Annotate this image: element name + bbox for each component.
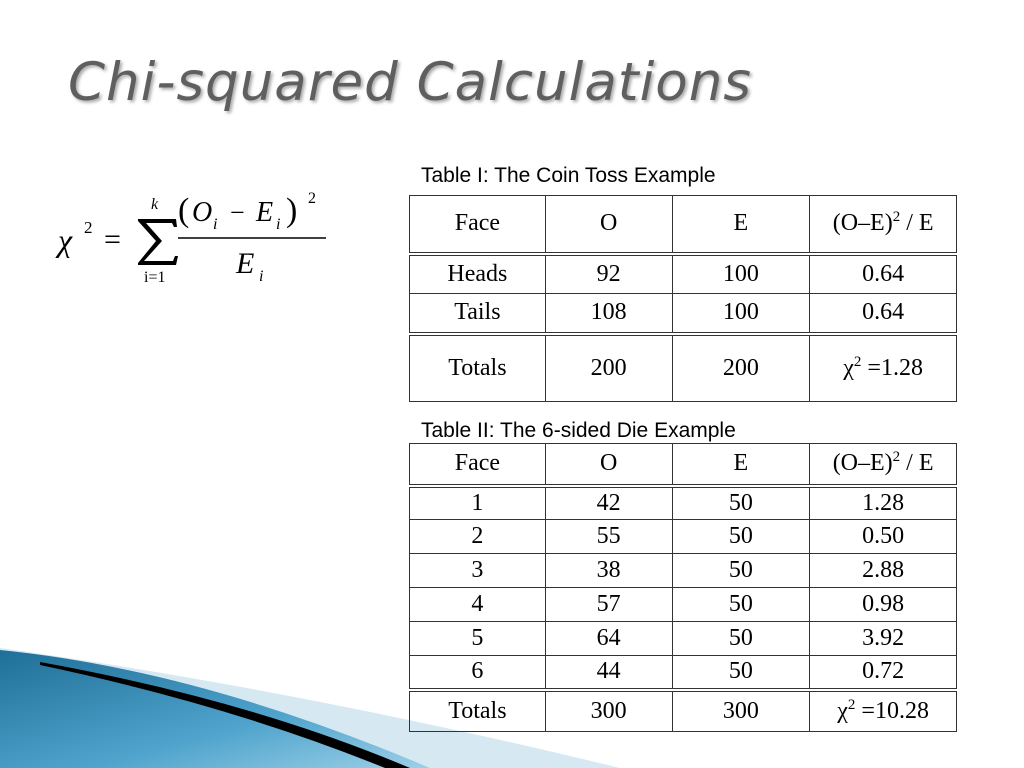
cell-expected: 50 (672, 622, 810, 656)
sum-lower-limit: i=1 (144, 269, 166, 286)
cell-face: 3 (410, 554, 546, 588)
cell-face: 2 (410, 520, 546, 554)
cell-expected: 100 (672, 294, 810, 334)
table2-caption: Table II: The 6-sided Die Example (421, 419, 736, 442)
cell-chi-term: 0.50 (810, 520, 957, 554)
cell-expected: 50 (672, 520, 810, 554)
cell-face: Tails (410, 294, 546, 334)
header-observed: O (545, 196, 672, 254)
cell-observed: 38 (545, 554, 672, 588)
formula-chi-exponent: 2 (84, 218, 93, 237)
table-row (410, 520, 957, 554)
sum-upper-limit: k (151, 196, 159, 213)
cell-expected: 50 (672, 486, 810, 520)
totals-observed: 200 (545, 334, 672, 402)
totals-observed: 300 (545, 690, 672, 732)
die-table (409, 443, 957, 732)
cell-chi-term: 0.64 (810, 254, 957, 294)
formula-minus: − (230, 198, 245, 227)
formula-chi: χ (58, 222, 73, 258)
totals-row (410, 690, 957, 732)
formula-O: O (192, 197, 213, 228)
chi-squared-formula (40, 175, 340, 295)
cell-chi-term: 0.72 (810, 656, 957, 690)
totals-chi-squared: $\chi^2 =1.28$ (810, 334, 957, 402)
header-face: Face (410, 196, 546, 254)
cell-chi-term: 0.98 (810, 588, 957, 622)
header-chi-term: $(O-E)^2$ / E (810, 196, 957, 254)
cell-face: 6 (410, 656, 546, 690)
formula-equals: = (104, 223, 121, 256)
cell-expected: 100 (672, 254, 810, 294)
table-row (410, 486, 957, 520)
table-row (410, 588, 957, 622)
table-header-row (410, 196, 957, 254)
formula-E-subscript: i (276, 216, 281, 233)
header-observed: O (545, 444, 672, 486)
header-chi-term: $(O-E)^2$ / E (810, 444, 957, 486)
totals-expected: 200 (672, 334, 810, 402)
cell-chi-term: 0.64 (810, 294, 957, 334)
table-row (410, 656, 957, 690)
cell-chi-term: 3.92 (810, 622, 957, 656)
cell-face: 4 (410, 588, 546, 622)
formula-numerator-exponent: 2 (308, 190, 316, 207)
cell-observed: 42 (545, 486, 672, 520)
cell-face: 5 (410, 622, 546, 656)
cell-observed: 64 (545, 622, 672, 656)
cell-expected: 50 (672, 554, 810, 588)
totals-label: Totals (410, 334, 546, 402)
cell-expected: 50 (672, 588, 810, 622)
cell-observed: 57 (545, 588, 672, 622)
cell-observed: 44 (545, 656, 672, 690)
formula-denominator-subscript: i (259, 268, 264, 285)
cell-observed: 55 (545, 520, 672, 554)
cell-face: 1 (410, 486, 546, 520)
formula-E: E (256, 197, 274, 228)
cell-chi-term: 1.28 (810, 486, 957, 520)
totals-chi-squared: $\chi^2 =10.28$ (810, 690, 957, 732)
formula-O-subscript: i (213, 216, 218, 233)
sum-sigma-icon (138, 219, 178, 265)
header-expected: E (672, 196, 810, 254)
table-row (410, 254, 957, 294)
table-header-row (410, 444, 957, 486)
totals-row (410, 334, 957, 402)
header-face: Face (410, 444, 546, 486)
formula-paren-open: ( (178, 192, 190, 229)
totals-label: Totals (410, 690, 546, 732)
cell-face: Heads (410, 254, 546, 294)
formula-denominator-E: E (236, 247, 255, 280)
cell-observed: 108 (545, 294, 672, 334)
header-expected: E (672, 444, 810, 486)
cell-chi-term: 2.88 (810, 554, 957, 588)
page-title: Chi-squared Calculations (68, 52, 752, 113)
table-row (410, 294, 957, 334)
formula-paren-close: ) (286, 192, 298, 229)
coin-toss-table (409, 195, 957, 402)
table-row (410, 554, 957, 588)
cell-observed: 92 (545, 254, 672, 294)
table-row (410, 622, 957, 656)
cell-expected: 50 (672, 656, 810, 690)
totals-expected: 300 (672, 690, 810, 732)
table1-caption: Table I: The Coin Toss Example (421, 164, 716, 187)
